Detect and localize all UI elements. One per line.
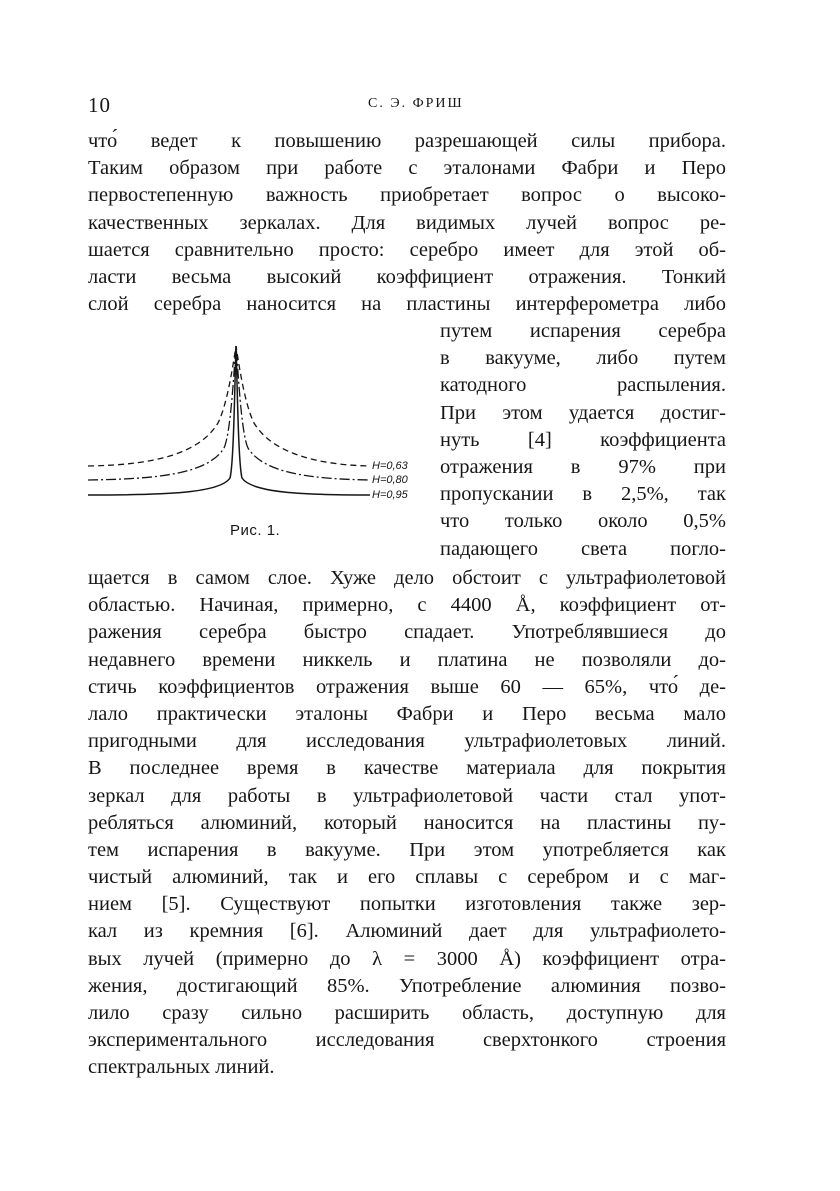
- page-header: [88, 93, 728, 123]
- text-line: отражения в 97% при: [440, 455, 726, 478]
- text-line: в вакууме, либо путем: [440, 347, 726, 370]
- page-number: 10: [88, 93, 111, 117]
- figure-caption: Рис. 1.: [230, 522, 281, 539]
- text-line: зеркал для работы в ультрафиолетовой части стал упот-: [88, 784, 726, 807]
- text-line: лало практически эталоны Фабри и Перо весьма мало: [88, 702, 726, 725]
- text-line: вых лучей (примерно до λ = 3000 Å) коэффициент отра-: [88, 947, 726, 970]
- text-line: что́ ведет к повышению разрешающей силы прибора.: [88, 130, 726, 152]
- side-column-text: [440, 318, 726, 563]
- text-line: При этом удается достиг-: [440, 401, 726, 424]
- text-line: катодного распыления.: [440, 374, 726, 397]
- curve-label: H=0,63: [372, 460, 408, 472]
- text-line: первостепенную важность приобретает вопрос о высоко-: [88, 184, 726, 207]
- text-line: слой серебра наносится на пластины интерферометра либо: [88, 293, 726, 316]
- airy-curves-diagram: [88, 338, 428, 518]
- text-line: шается сравнительно просто: серебро имеет для этой об-: [88, 238, 726, 261]
- text-line: областью. Начиная, примерно, с 4400 Å, коэффициент от-: [88, 594, 726, 617]
- text-line: жения, достигающий 85%. Употребление алюминия позво-: [88, 974, 726, 997]
- text-line: качественных зеркалах. Для видимых лучей вопрос ре-: [88, 211, 726, 234]
- text-line: недавнего времени никкель и платина не позволяли до-: [88, 648, 726, 671]
- text-line: что только около 0,5%: [440, 510, 726, 533]
- text-line: чистый алюминий, так и его сплавы с серебром и с маг-: [88, 866, 726, 889]
- text-line: ребляться алюминий, который наносится на пластины пу-: [88, 811, 726, 834]
- text-line: ражения серебра быстро спадает. Употреблявшиеся до: [88, 621, 726, 644]
- figure-1: [88, 338, 428, 558]
- text-line: путем испарения серебра: [440, 320, 726, 342]
- curve-label: H=0,95: [372, 489, 408, 501]
- curve-h063: [88, 346, 370, 466]
- running-head: С. Э. ФРИШ: [368, 96, 464, 111]
- text-line: ласти весьма высокий коэффициент отражения. Тонкий: [88, 265, 726, 288]
- paragraph-top: [88, 128, 726, 318]
- text-line: падающего света погло-: [440, 537, 726, 560]
- text-line: нием [5]. Существуют попытки изготовления также зер-: [88, 893, 726, 916]
- curve-h095: [88, 346, 370, 495]
- curve-label: H=0,80: [372, 474, 408, 486]
- text-line: экспериментального исследования сверхтонкого строения: [88, 1029, 726, 1052]
- text-line: лило сразу сильно расширить область, доступную для: [88, 1002, 726, 1024]
- text-line: пропускании в 2,5%, так: [440, 483, 726, 506]
- text-line: щается в самом слое. Хуже дело обстоит с ультрафиолетовой: [88, 567, 726, 589]
- paragraph-bottom: [88, 565, 726, 1082]
- text-line: стичь коэффициентов отражения выше 60 — 65%, что́ де-: [88, 675, 726, 698]
- text-line: нуть [4] коэффициента: [440, 428, 726, 451]
- text-line: Таким образом при работе с эталонами Фабри и Перо: [88, 157, 726, 180]
- text-line: тем испарения в вакууме. При этом употребляется как: [88, 838, 726, 861]
- text-line: пригодными для исследования ультрафиолетовых линий.: [88, 730, 726, 753]
- text-line: В последнее время в качестве материала для покрытия: [88, 757, 726, 780]
- text-line: спектральных линий.: [88, 1056, 275, 1079]
- curve-h080: [88, 346, 370, 480]
- text-line: кал из кремния [6]. Алюминий дает для ультрафиолето-: [88, 920, 726, 943]
